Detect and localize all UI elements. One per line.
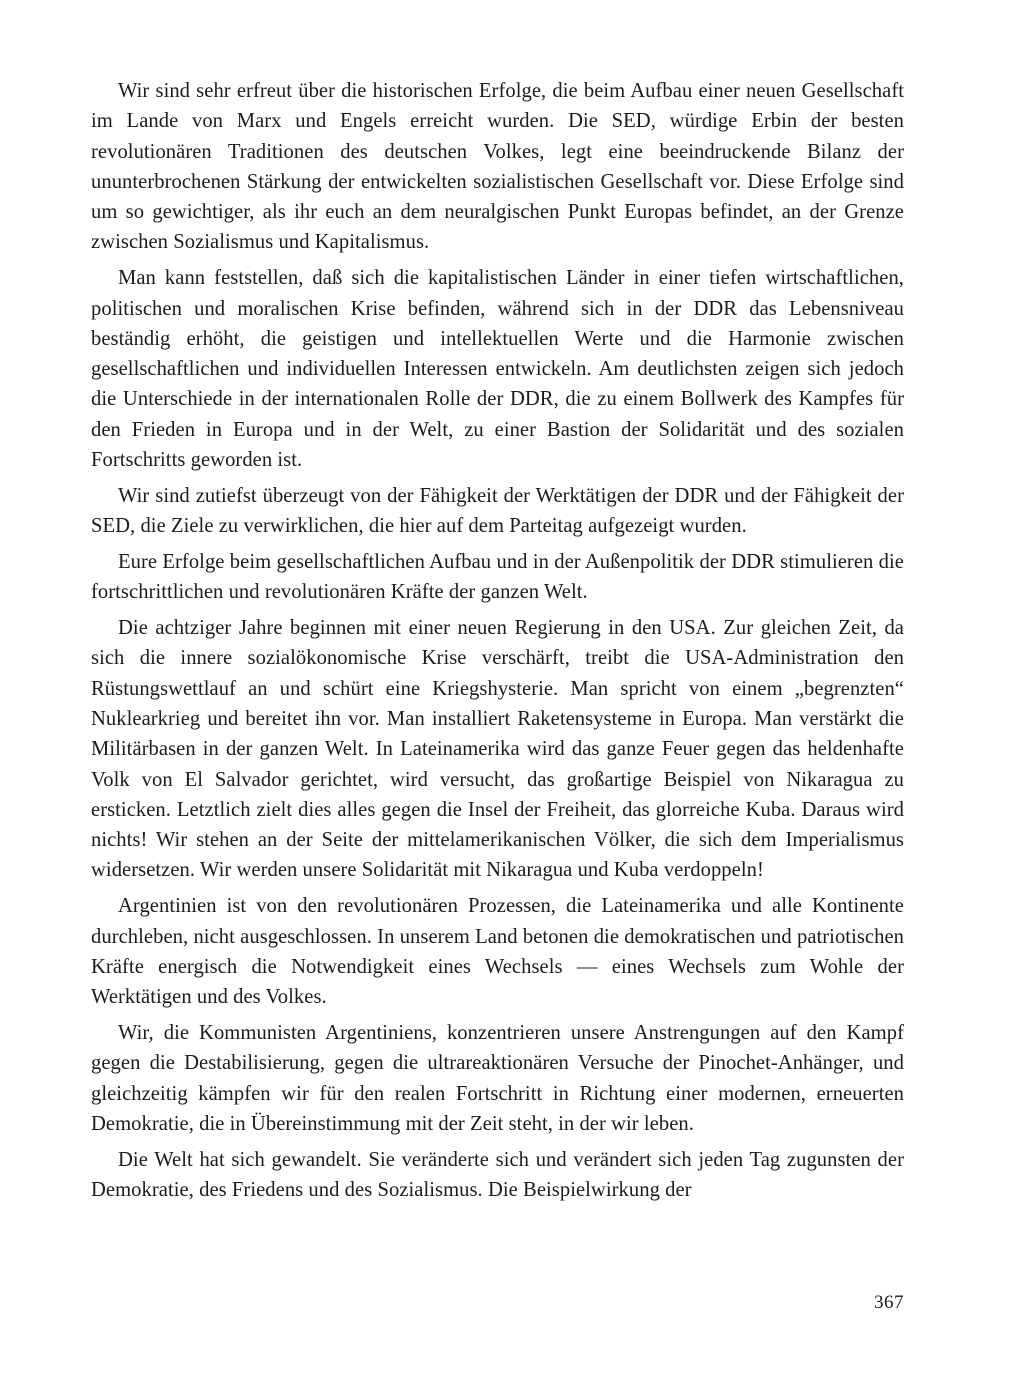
paragraph: Wir sind zutiefst überzeugt von der Fähigkeit der Werktätigen der DDR und der Fähigkeit der SED, die Ziele zu verwirklichen, die hier auf dem Parteitag aufgezeigt wurden. xyxy=(91,484,904,538)
body-text xyxy=(91,76,904,1205)
paragraph: Wir, die Kommunisten Argentiniens, konzentrieren unsere Anstrengungen auf den Kampf gegen die Destabilisierung, gegen die ultrareaktionären Versuche der Pinochet-Anhänger, und gleichzeitig kämpfen wir für den realen Fortschritt in Richtung einer modernen, erneuerten Demokratie, die in Übereinstimmung mit der Zeit steht, in der wir leben. xyxy=(91,1021,904,1135)
paragraph: Eure Erfolge beim gesellschaftlichen Aufbau und in der Außenpolitik der DDR stimulieren die fortschrittlichen und revolutionären Kräfte der ganzen Welt. xyxy=(91,550,904,604)
page-number: 367 xyxy=(874,1292,904,1313)
paragraph: Argentinien ist von den revolutionären Prozessen, die Lateinamerika und alle Kontinente durchleben, nicht ausgeschlossen. In unserem Land betonen die demokratischen und patriotischen Kräfte energisch die Notwendigkeit eines Wechsels — eines Wechsels zum Wohle der Werktätigen und des Volkes. xyxy=(91,895,904,1009)
paragraph: Die Welt hat sich gewandelt. Sie veränderte sich und verändert sich jeden Tag zugunsten der Demokratie, des Friedens und des Sozialismus. Die Beispielwirkung der xyxy=(91,1148,904,1201)
paragraph: Man kann feststellen, daß sich die kapitalistischen Länder in einer tiefen wirtschaftlichen, politischen und moralischen Krise befinden, während sich in der DDR das Lebensniveau beständig erhöht, die geistigen und intellektuellen Werte und die Harmonie zwischen gesellschaftlichen und individuellen Interessen entwickeln. Am deutlichsten zeigen sich jedoch die Unterschiede in der internationalen Rolle der DDR, die zu einem Bollwerk des Kampfes für den Frieden in Europa und in der Welt, zu einer Bastion der Solidarität und des sozialen Fortschritts geworden ist. xyxy=(91,267,904,472)
paragraph: Die achtziger Jahre beginnen mit einer neuen Regierung in den USA. Zur gleichen Zeit, da sich die innere sozialökonomische Krise verschärft, treibt die USA-Administration den Rüstungswettlauf an und schürt eine Kriegshysterie. Man spricht von einem „begrenzten“ Nuklearkrieg und bereitet ihn vor. Man installiert Raketensysteme in Europa. Man verstärkt die Militärbasen in der ganzen Welt. In Lateinamerika wird das ganze Feuer gegen das heldenhafte Volk von El Salvador gerichtet, wird versucht, das großartige Beispiel von Nikaragua zu ersticken. Letztlich zielt dies alles gegen die Insel der Freiheit, das glorreiche Kuba. Daraus wird nichts! Wir stehen an der Seite der mittelamerikanischen Völker, die sich dem Imperialismus widersetzen. Wir werden unsere Solidarität mit Nikaragua und Kuba verdoppeln! xyxy=(91,617,904,882)
paragraph: Wir sind sehr erfreut über die historischen Erfolge, die beim Aufbau einer neuen Gesellschaft im Lande von Marx und Engels erreicht wurden. Die SED, würdige Erbin der besten revolutionären Traditionen des deutschen Volkes, legt eine beeindruckende Bilanz der ununterbrochenen Stärkung der entwickelten sozialistischen Gesellschaft vor. Diese Erfolge sind um so gewichtiger, als ihr euch an dem neuralgischen Punkt Europas befindet, an der Grenze zwischen Sozialismus und Kapitalismus. xyxy=(91,80,904,254)
